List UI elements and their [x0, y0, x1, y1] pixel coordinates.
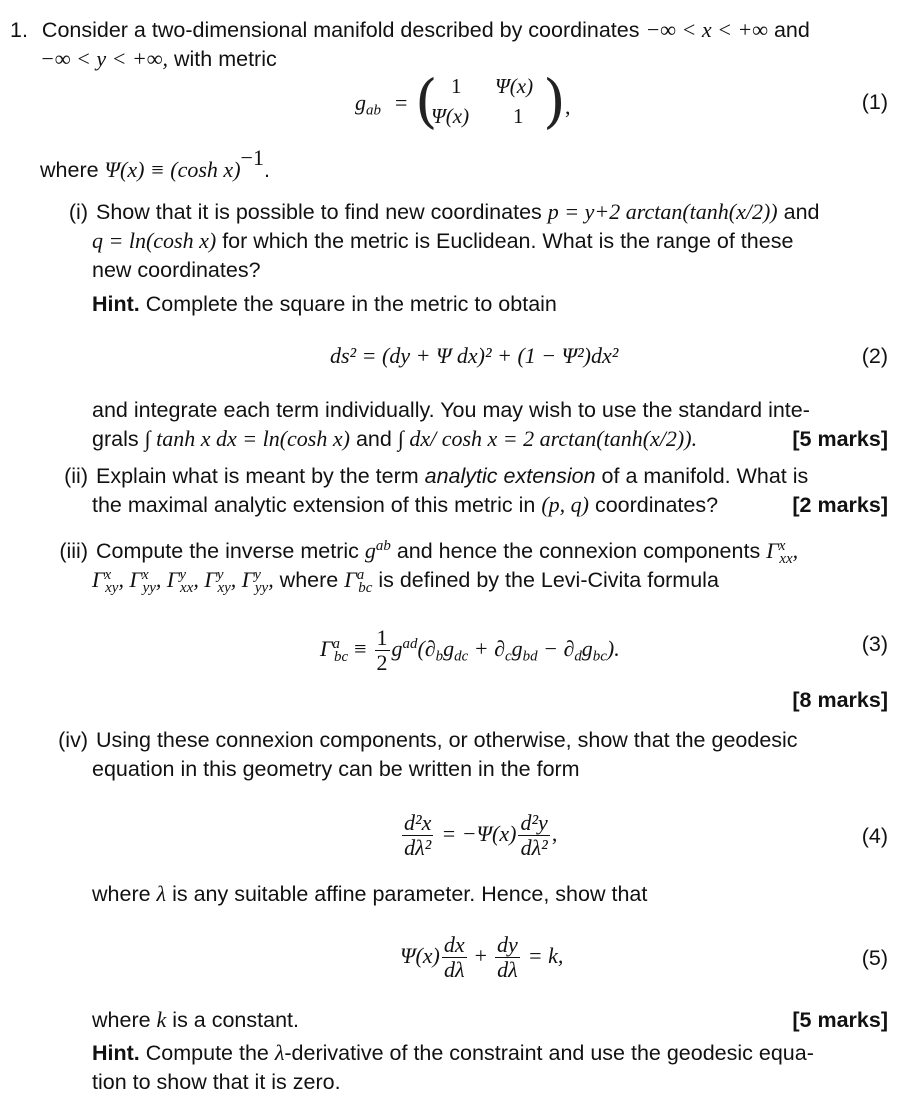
part-i-line-3: new coordinates? — [92, 258, 261, 282]
part-iii-line-1: (iii) Compute the inverse metric $g^{ab}$ and hence the connexion components $\Gamma^x_{xx}$, — [46, 532, 798, 573]
part-i-hint: Hint. Complete the square in the metric to obtain — [92, 292, 557, 316]
part-ii-line-2: the maximal analytic extension of this metric in (p, q) coordinates? — [92, 492, 719, 517]
where-psi-definition: where Ψ(x) ≡ (cosh x)$^{-1}$. — [40, 145, 270, 183]
part-i-line-2: q = ln(cosh x) for which the metric is Euclidean. What is the range of these — [92, 228, 794, 253]
part-iv-label: (iv) — [58, 728, 88, 752]
part-i-marks: [5 marks] — [792, 427, 888, 451]
matrix-a11: 1 — [451, 74, 462, 98]
equation-5-number: (5) — [861, 946, 888, 970]
equation-2-number: (2) — [861, 344, 888, 368]
matrix-a21: Ψ(x) — [431, 104, 470, 128]
equation-5: Ψ(x) $\frac{dx}{d\lambda}$ + $\frac{dy}{d\lambda}$ = k, — [400, 931, 564, 982]
part-iv-where: where λ is any suitable affine parameter. Hence, show that — [92, 881, 648, 906]
left-paren: ( — [415, 67, 438, 135]
q-coordinate: q = ln(cosh x) — [92, 228, 217, 253]
part-iv-hint-line-2: tion to show that it is zero. — [92, 1070, 341, 1094]
integral-2: ∫ dx/ cosh x = 2 arctan(tanh(x/2)). — [397, 426, 698, 451]
part-iii-line-2: $\Gamma^x_{xy}$, $\Gamma^x_{yy}$, $\Gamma^y_{xx}$, $\Gamma^y_{xy}$, $\Gamma^y_{yy}$, where $\Gamma^a_{bc}$ is defined by the Levi-Civita formula — [92, 567, 719, 596]
matrix-a22: 1 — [513, 104, 524, 128]
question-intro-line-2: −∞ < y < +∞, with metric — [40, 46, 277, 71]
equation-1-number: (1) — [861, 90, 888, 114]
part-ii-line-1: (ii) Explain what is meant by the term analytic extension of a manifold. What is — [46, 462, 808, 490]
part-iv-line-2: equation in this geometry can be written in the form — [92, 757, 580, 781]
equation-3-number: (3) — [861, 632, 888, 656]
p-coordinate: p = y+2 arctan(tanh(x/2)) — [547, 199, 778, 224]
part-i-line-1: (i) Show that it is possible to find new coordinates p = y+2 arctan(tanh(x/2)) and — [46, 198, 820, 226]
part-iv-marks: [5 marks] — [792, 1008, 888, 1032]
part-iv-hint-line-1: Hint. Compute the λ-derivative of the constraint and use the geodesic equa- — [92, 1040, 814, 1065]
question-intro-line-1: 1. Consider a two-dimensional manifold described by coordinates −∞ < x < +∞ and — [10, 17, 810, 42]
part-ii-marks: [2 marks] — [792, 493, 888, 517]
x-range: −∞ < x < +∞ — [645, 17, 768, 42]
part-i-after-1: and integrate each term individually. You may wish to use the standard inte- — [92, 398, 810, 422]
part-i-label: (i) — [68, 200, 88, 224]
part-iv-constant: where k is a constant. — [92, 1007, 299, 1032]
part-iii-label: (iii) — [59, 539, 88, 564]
christoffel-list: $\Gamma^x_{xy}$, $\Gamma^x_{yy}$, $\Gamma^y_{xx}$, $\Gamma^y_{xy}$, $\Gamma^y_{yy}$, — [92, 567, 274, 596]
equation-4-number: (4) — [861, 824, 888, 848]
part-ii-label: (ii) — [64, 464, 88, 488]
equation-4: $\frac{\text{d²x}}{\text{dλ²}}$ = −Ψ(x) $\frac{\text{d²y}}{\text{dλ²}}$ , — [404, 809, 558, 860]
metric-symbol: $g_{ab}$ — [355, 90, 381, 119]
question-number: 1. — [10, 18, 28, 42]
equation-1-metric-matrix: $g_{ab}$ = ( 1 Ψ(x) Ψ(x) 1 ) , — [355, 67, 571, 135]
matrix-a12: Ψ(x) — [495, 74, 534, 98]
part-i-after-2: grals ∫ tanh x dx = ln(cosh x) and ∫ dx/ cosh x = 2 arctan(tanh(x/2)). — [92, 426, 698, 451]
integral-1: ∫ tanh x dx = ln(cosh x) — [144, 426, 350, 451]
right-paren: ) — [543, 67, 566, 135]
equation-2: ds² = (dy + Ψ dx)² + (1 − Ψ²)dx² — [330, 343, 619, 368]
part-iii-marks: [8 marks] — [792, 688, 888, 712]
y-range: −∞ < y < +∞, — [40, 46, 169, 71]
part-iv-line-1: (iv) Using these connexion components, or otherwise, show that the geodesic — [46, 726, 798, 754]
equation-3: $\Gamma^a_{bc}$ ≡ $\frac{1}{2}$ $g^{ad}(\partial_bg_{dc} + \partial_cg_{bd} - \partial_dg_{bc})$. — [320, 625, 620, 676]
